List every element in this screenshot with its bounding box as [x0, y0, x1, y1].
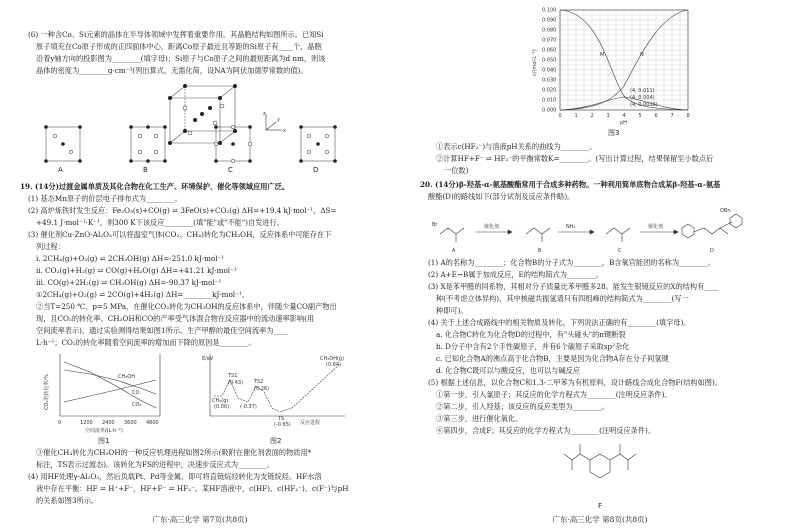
svg-text:x: x	[283, 128, 286, 134]
svg-text:CH₃OH(g): CH₃OH(g)	[320, 356, 345, 362]
svg-text:4800: 4800	[146, 420, 159, 426]
svg-text:2400: 2400	[102, 420, 115, 426]
fig3-ytick: 0.000	[542, 107, 557, 114]
series-co2	[64, 362, 156, 408]
fig3-ytick: 0.100	[542, 7, 557, 14]
q19-tail-5: 的关系如图3所示。	[36, 496, 99, 505]
footer-page-8: 广东·高三化学 第8页(共8页)	[552, 515, 648, 524]
option-c-label: C	[228, 166, 233, 174]
svg-text:TS1: TS1	[228, 373, 238, 379]
fig3-xtick: 0	[558, 113, 562, 119]
svg-text:C: C	[618, 248, 622, 254]
q19-line-8: ii. CO₂(g)+H₂(g) ⇌ CO(g)+H₂O(g) ΔH=+41.21 kJ·mol⁻¹	[36, 266, 237, 275]
svg-text:(0.26): (0.26)	[254, 386, 270, 392]
option-d-label: D	[313, 166, 319, 174]
q19-tail-3: (4) 用HF处理γ-Al₂O₃，然后负载Pt、Pd等金属，即可将直链烷烃转化为支链烷烃。HF水溶	[28, 472, 322, 481]
svg-text:Br: Br	[432, 222, 438, 228]
fig3-ylabel: c/(mol·L⁻¹)	[532, 49, 538, 76]
q20-body-1: (1) A的名称为________；化合物B的分子式为________，B含氧官能团的名称为________。	[428, 258, 715, 267]
svg-text:z: z	[263, 111, 266, 117]
fig3-ytick: 0.010	[542, 97, 557, 104]
svg-text:(4, 0.0016): (4, 0.0016)	[630, 102, 658, 108]
svg-text:(4, 0.011): (4, 0.011)	[630, 88, 655, 94]
q6-line-4: 晶体的密度为________g·cm⁻³(列出算式，无需化简，设NA为阿伏加德罗常数的值)。	[36, 66, 308, 75]
figure-1-chart	[40, 350, 170, 435]
fig3-ytick: 0.020	[542, 87, 557, 94]
q6-line-2: 原子填充在Co原子形成的正四面体中心，距离Co原子最近且等距的Si原子有____个，晶胞	[36, 42, 322, 51]
q19-line-11: ②当T=250 ℃、p=5 MPa，在催化CO₂转化为CH₃OH的反应体系中，伴随少量CO副产物出	[36, 302, 337, 311]
q20-body-2: (2) A+E→B属于加成反应，E的结构简式为________。	[428, 270, 603, 279]
q20-body-6: (4) 关于上述合成路线中的相关物质及转化，下列说法正确的有________(填字母)。	[428, 318, 691, 327]
compound-f-label: F	[598, 502, 603, 510]
fig1-series-co2-label: CO₂	[132, 402, 142, 408]
fig1-series-ch3oh-label: CH₃OH	[118, 374, 135, 380]
q20-body-15: ④第四步，合成F；其反应的化学方程式为________(注明反应条件)。	[436, 426, 656, 435]
q20-body-3: (3) X是苯甲醛的同系物，其相对分子质量比苯甲醛多28。能发生银镜反应的X的结构有____	[428, 282, 719, 291]
fig3-xtick: 3	[606, 113, 610, 119]
q20-body-13: ②第二步，引入羟基；该反应的反应类型为________。	[436, 402, 609, 411]
fig3-xtick: 1	[574, 113, 578, 119]
q20-body-8: b. D分子中含有2个手性碳原子，并有6个碳原子采取sp²杂化	[436, 342, 630, 351]
q20-body-7: a. 化合物C转化为化合物D的过程中，有"头碰头"的π键断裂	[436, 330, 626, 339]
figure-1-title: 图1	[98, 437, 110, 445]
q6-line-3: 沿着y轴方向的投影图为________(填字母)；Si原子与Co原子之间的最短距离为d nm，则该	[36, 54, 326, 63]
q19-tail-1: ③催化CH₄转化为CH₃OH的一种反应机理进程如图2所示(吸附在催化剂表面的物质用*	[36, 448, 312, 457]
svg-text:催化剂: 催化剂	[648, 224, 664, 230]
projection-options	[36, 125, 366, 167]
page-8	[400, 0, 800, 531]
fig3-xtick: 4	[622, 113, 626, 119]
fig3-xtick: 8	[686, 113, 690, 119]
svg-text:CH₄(g): CH₄(g)	[212, 398, 229, 404]
fig1-xlabel: 空间流率/(L·h⁻¹)	[85, 428, 123, 434]
svg-text:B: B	[538, 248, 542, 254]
svg-text:OBn: OBn	[720, 208, 731, 214]
svg-text:TS2: TS2	[254, 379, 264, 385]
fig3-ytick: 0.090	[542, 17, 557, 24]
q19-4-line-1: ①表示c(HF₂⁻)与溶液pH关系的曲线为________。	[436, 142, 597, 151]
fig2-ylabel: E/eV	[202, 356, 214, 362]
synthesis-scheme	[430, 204, 780, 254]
q19-line-4: +49.1 J·mol⁻¹·K⁻¹，则300 K下该反应________(填"能"或"不能")自发进行。	[36, 218, 284, 227]
q19-line-5: (3) 催化剂Cu-ZnO-Al₂O₃可以将温室气体(CO₂、CH₄)转化为CH₃OH，反应体系中可能存在下	[28, 230, 332, 239]
q19-line-12: 现，且CO₂的转化率、CH₃OH和CO的产率受气体混合物在反应器中的流动速率影响(用	[36, 314, 315, 323]
figure-2-title: 图2	[270, 437, 282, 445]
q20-body-9: c. 已知化合物A的沸点高于化合物B，主要是因为化合物A存在分子间氢键	[436, 354, 669, 363]
q6-line-1: (6) 一种含Co、Si元素的晶体在半导体领域中发挥着重要作用，其晶胞结构如图所示。已知Si	[28, 30, 324, 39]
fig3-xlabel: pH	[620, 120, 627, 126]
compound-f-structure	[560, 440, 640, 500]
q20-line-1: 20. (14分)β-羟基-α-氨基酸酯常用于合成多种药物。一种利用简单底物合成某β-羟基-α-氨基	[420, 180, 721, 189]
svg-text:(0.43): (0.43)	[228, 380, 244, 386]
q19-line-13: 空间流率表示)，通过实验测得结果如图1所示。生产甲醇的最佳空间流率为____	[36, 326, 288, 335]
svg-text:(-0.65): (-0.65)	[274, 422, 291, 428]
q19-4-line-2: ②计算HF+F⁻ ⇌ HF₂⁻的平衡常数K=________。(写出计算过程，结果保留至小数点后	[436, 154, 714, 163]
q19-4-line-3: 一位数)	[444, 166, 469, 175]
figure-3-title: 图3	[608, 129, 620, 137]
svg-text:0: 0	[58, 420, 62, 426]
q20-line-2: 酸酯(D)的路线如下(部分试剂及反应条件略)。	[428, 192, 575, 201]
q20-body-12: ①第一步，引入氯原子；其反应的化学方程式为________(注明反应条件)。	[436, 390, 672, 399]
svg-text:(0.00): (0.00)	[214, 404, 230, 410]
q19-tail-2: 标注，TS表示过渡态)。该转化为FS的进程中，决速步反应式为________。	[36, 460, 275, 469]
footer-page-7: 广东·高三化学 第7页(共8页)	[152, 515, 248, 524]
q20-body-5: 种即可)。	[436, 306, 468, 315]
q19-line-10: ①2CH₄(g)+O₂(g) ⇌ 2CO(g)+4H₂(g) ΔH=________kJ·mol⁻¹。	[36, 290, 249, 299]
option-b-label: B	[143, 166, 148, 174]
svg-text:(-0.37): (-0.37)	[240, 404, 257, 410]
svg-text:1200: 1200	[80, 420, 93, 426]
q20-body-11: (5) 根据上述信息，以化合物C和1,3-二甲苯为有机原料，设计路线合成化合物F(结构如图)。	[428, 378, 722, 387]
svg-text:D: D	[710, 248, 714, 254]
svg-text:M: M	[600, 52, 605, 58]
svg-text:TS: TS	[278, 416, 285, 422]
q19-line-6: 列过程：	[36, 242, 65, 251]
q19-line-9: iii. CO(g)+2H₂(g) ⇌ CH₃OH(g) ΔH=-90.37 kJ·mol⁻¹	[36, 278, 222, 287]
figure-2-chart	[200, 350, 350, 435]
option-a-label: A	[58, 166, 63, 174]
q19-line-7: i. 2CH₄(g)+O₂(g) ⇌ 2CH₃OH(g) ΔH=-251.0 kJ·mol⁻¹	[36, 254, 225, 263]
fig3-ytick: 0.030	[542, 77, 557, 84]
q19-line-3: (2) 高炉炼铁时发生反应：Fe₂O₃(s)+CO(g) ⇌ 3FeO(s)+CO₂(g) ΔH=+19.4 kJ·mol⁻¹，ΔS=	[28, 206, 337, 215]
series-ch3oh	[64, 370, 156, 394]
q20-body-4: 种(不考虑立体异构)，其中核磁共振氢谱只有四组峰的结构简式为________(写一	[436, 294, 689, 303]
fig3-ytick: 0.040	[542, 67, 557, 74]
q20-body-10: d. 化合物C既可以与酸反应，也可以与碱反应	[436, 366, 581, 375]
svg-text:y: y	[277, 117, 280, 123]
fig3-ytick: 0.070	[542, 37, 557, 44]
fig3-xtick: 6	[654, 113, 658, 119]
svg-text:N: N	[640, 52, 644, 58]
fig1-ylabel: CO₂的转化率/%	[44, 374, 50, 410]
svg-text:(0.64): (0.64)	[326, 362, 342, 368]
svg-text:NH₂: NH₂	[566, 224, 576, 230]
figure-3-chart	[530, 6, 700, 126]
fig3-ytick: 0.080	[542, 27, 557, 34]
fig3-xtick: 2	[590, 113, 594, 119]
svg-text:3600: 3600	[124, 420, 137, 426]
fig3-xtick: 5	[638, 113, 642, 119]
series-co	[64, 380, 156, 402]
q19-line-14: L·h⁻¹；CO₂的转化率随着空间流率的增加而下降的原因是________。	[36, 338, 256, 347]
svg-text:催化剂: 催化剂	[484, 224, 500, 230]
svg-text:A: A	[452, 248, 456, 254]
q19-tail-4: 液中存在平衡：HF ⇌ H⁺+F⁻，HF+F⁻ ⇌ HF₂⁻。某HF溶液中，c(HF)、c(HF₂⁻)、c(F⁻)与pH	[36, 484, 349, 493]
q20-body-14: ③第三步，进行催化氧化。	[436, 414, 523, 423]
q19-line-1: 19. (14分)过渡金属单质及其化合物在化工生产、环境保护、催化等领域应用广泛。	[20, 182, 290, 191]
svg-text:(4, 0.004): (4, 0.004)	[630, 95, 655, 101]
q19-line-2: (1) 基态Mn原子的价层电子排布式为________。	[28, 194, 182, 203]
fig3-ytick: 0.050	[542, 57, 557, 64]
fig3-xtick: 7	[670, 113, 674, 119]
fig1-series-co-label: CO	[132, 390, 140, 396]
fig2-xlabel: 反应进程	[300, 420, 321, 426]
fig3-ytick: 0.060	[542, 47, 557, 54]
